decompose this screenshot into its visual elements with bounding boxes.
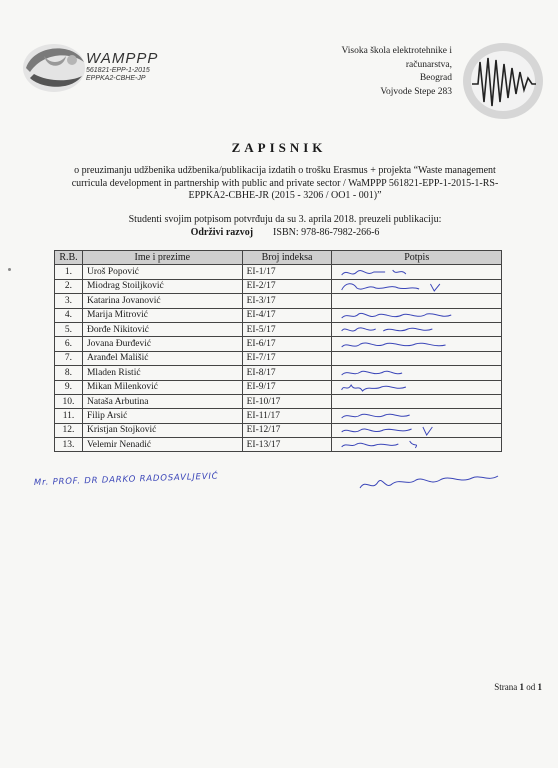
signature-stroke [342,270,406,275]
page-total: 1 [537,682,542,692]
signature-stroke [342,385,406,391]
logo-wordmark [86,50,158,83]
cell-signature [332,380,502,394]
cell-name: Mladen Ristić [82,366,242,380]
institution-line: Vojvode Stepe 283 [380,86,452,97]
cell-signature [332,308,502,322]
cell-name: Aranđel Mališić [82,351,242,365]
table-row [55,366,502,380]
cell-index: EI-3/17 [242,294,332,308]
handwritten-signature [336,409,497,422]
cell-rb: 13. [55,438,83,452]
signature-stroke [342,372,402,376]
table-row [55,337,502,351]
signature-stroke [342,284,440,291]
column-header-name: Ime i prezime [82,251,242,265]
handwritten-signature [336,280,497,293]
cell-rb: 5. [55,322,83,336]
institution-line: računarstva, [405,59,452,70]
table-row [55,351,502,365]
cell-signature [332,423,502,437]
cell-signature [332,294,502,308]
cell-signature [332,265,502,279]
cell-rb: 2. [55,279,83,293]
cell-name: Marija Mitrović [82,308,242,322]
signature-stroke [342,313,452,318]
handwritten-signature [336,338,497,351]
statement [60,214,510,239]
handwritten-note-text: Mr. PROF. DR DARKO RADOSAVLJEVIĆ [33,471,219,488]
handwritten-signature [336,266,497,279]
cell-index: EI-4/17 [242,308,332,322]
cell-name: Miodrag Stoiljković [82,279,242,293]
cell-index: EI-2/17 [242,279,332,293]
table-row [55,265,502,279]
cell-index: EI-6/17 [242,337,332,351]
footer-mid: od [524,682,538,692]
cell-name: Kristjan Stojković [82,423,242,437]
table-row [55,438,502,452]
handwritten-signature [336,381,497,394]
logo-code-line-2: EPPKA2-CBHE-JP [86,75,146,83]
scan-speck [8,268,11,271]
cell-name: Filip Arsić [82,409,242,423]
handwritten-signature [336,309,497,322]
signature-stroke [342,328,433,331]
cell-name: Uroš Popović [82,265,242,279]
table-row [55,394,502,408]
wamppp-logo-icon [20,38,90,96]
cell-rb: 1. [55,265,83,279]
handwritten-signature [336,424,497,437]
signature-stroke [342,415,410,419]
logo-code-line-1: 561821-EPP-1-2015 [86,67,150,75]
cell-signature [332,351,502,365]
cell-rb: 12. [55,423,83,437]
cell-index: EI-10/17 [242,394,332,408]
cell-index: EI-7/17 [242,351,332,365]
publication-line [60,227,510,240]
cell-name: Velemir Nenadić [82,438,242,452]
table-row [55,308,502,322]
school-emblem-icon [460,40,546,122]
page-number: 1 [519,682,524,692]
cell-signature [332,279,502,293]
cell-rb: 8. [55,366,83,380]
handwritten-note [20,468,540,498]
page-footer [494,682,542,692]
logo-title: WAMPPP [86,50,159,67]
cell-name: Mikan Milenković [82,380,242,394]
institution-line: Visoka škola elektrotehnike i [341,46,452,56]
signature-stroke [342,342,446,346]
cell-rb: 10. [55,394,83,408]
cell-signature [332,409,502,423]
handwritten-signature [336,323,497,336]
table-header-row [55,251,502,265]
document-title: ZAPISNIK [231,140,327,155]
cell-signature [332,394,502,408]
institution-line: Beograd [419,73,452,83]
cell-index: EI-5/17 [242,322,332,336]
cell-index: EI-13/17 [242,438,332,452]
table-row [55,322,502,336]
table-row [55,380,502,394]
cell-signature [332,322,502,336]
table-row [55,279,502,293]
extra-signature [360,476,498,488]
cell-name: Đorđe Nikitović [82,322,242,336]
cell-signature [332,337,502,351]
cell-rb: 6. [55,337,83,351]
cell-name: Nataša Arbutina [82,394,242,408]
cell-index: EI-12/17 [242,423,332,437]
signature-table [54,250,502,452]
cell-index: EI-8/17 [242,366,332,380]
signature-stroke [342,441,417,448]
cell-rb: 7. [55,351,83,365]
institution-address [342,45,453,99]
column-header-rb: R.B. [55,251,83,265]
table-row [55,294,502,308]
cell-name: Katarina Jovanović [82,294,242,308]
column-header-signature: Potpis [332,251,502,265]
handwritten-signature [336,366,497,379]
column-header-index: Broj indeksa [242,251,332,265]
cell-index: EI-9/17 [242,380,332,394]
cell-index: EI-11/17 [242,409,332,423]
cell-name: Jovana Đurđević [82,337,242,351]
cell-rb: 9. [55,380,83,394]
cell-index: EI-1/17 [242,265,332,279]
publication-title: Održivi razvoj [190,226,254,238]
intro-paragraph: o preuzimanju udžbenika udžbenika/publikacija izdatih o trošku Erasmus + projekta “Waste management curricula development in partnership with public and private sector / WaMPPP 561821-EPP-1-2015-1-RS-EPPKA2-CBHE-JR (2015 - 3206 / OO1 - 001)” [71,165,499,201]
table-row [55,423,502,437]
handwritten-signature [336,438,497,451]
cell-signature [332,366,502,380]
cell-rb: 3. [55,294,83,308]
footer-prefix: Strana [494,682,520,692]
signature-stroke [342,427,433,435]
statement-line: Studenti svojim potpisom potvrđuju da su 3. aprila 2018. preuzeli publikaciju: [128,214,442,225]
cell-signature [332,438,502,452]
publication-isbn: ISBN: 978-86-7982-266-6 [273,226,380,238]
cell-rb: 11. [55,409,83,423]
table-row [55,409,502,423]
cell-rb: 4. [55,308,83,322]
